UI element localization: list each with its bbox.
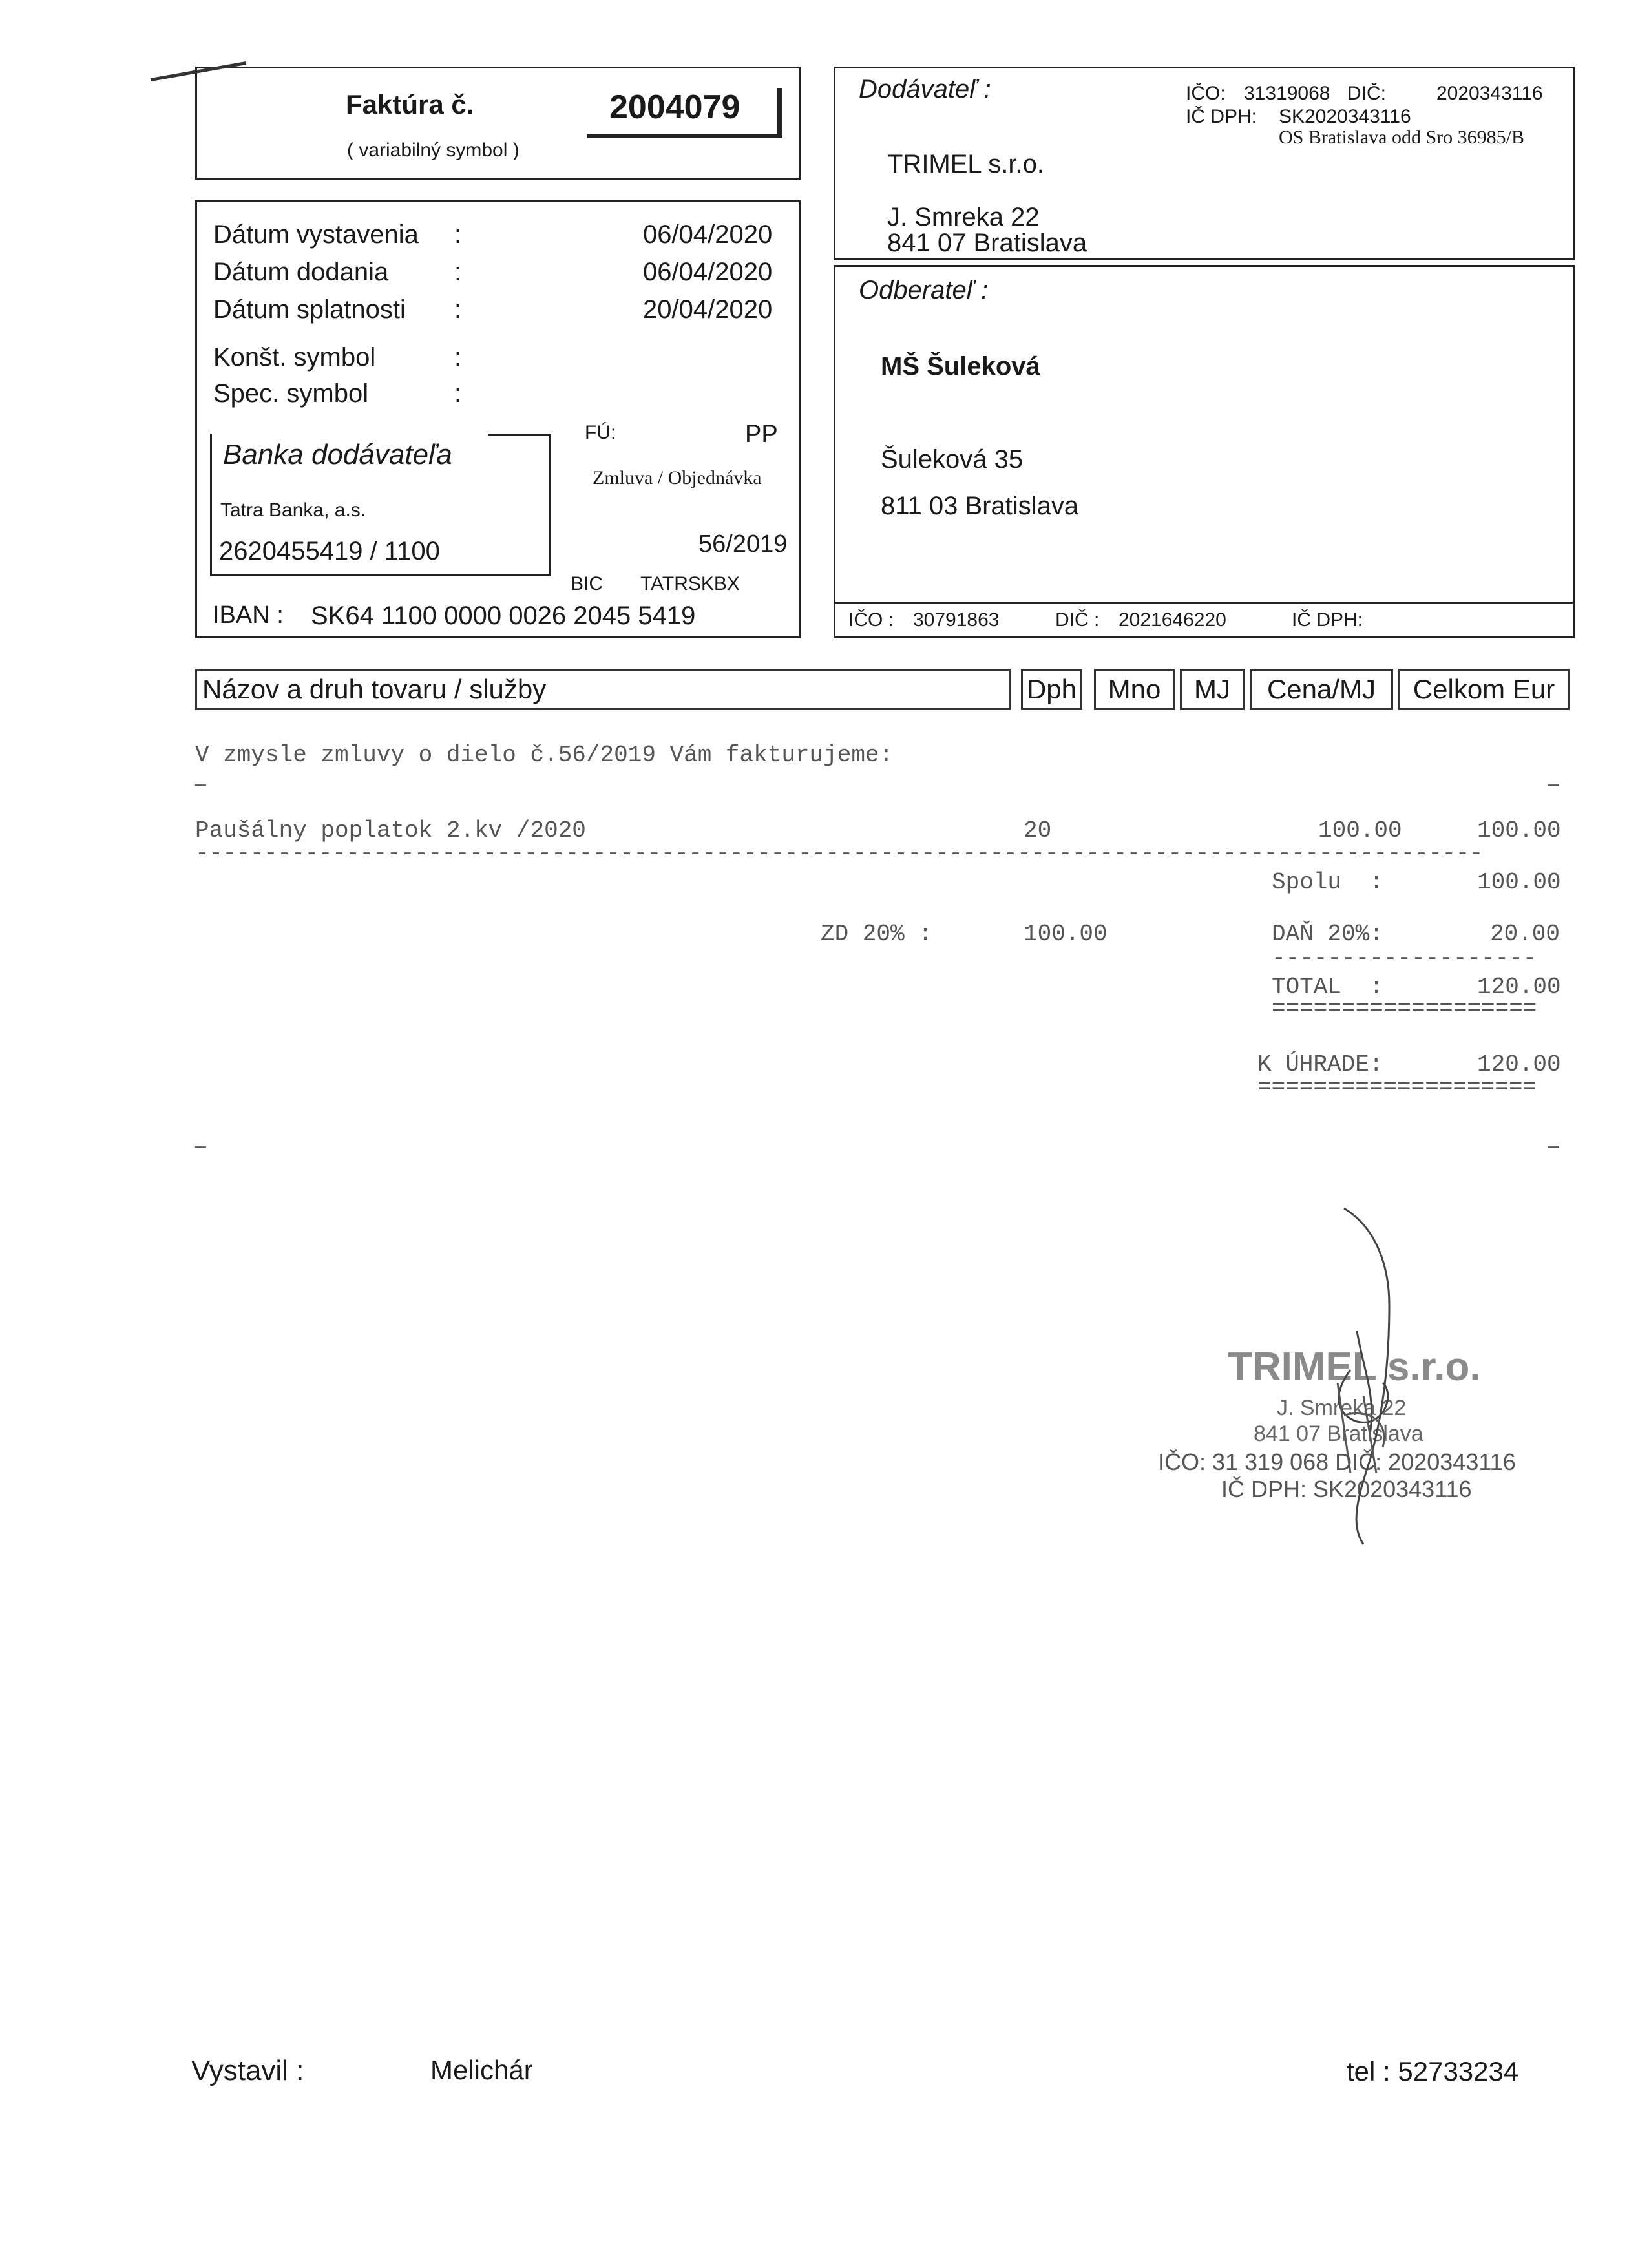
customer-dic-value: 2021646220 <box>1119 609 1226 631</box>
column-header-vat-text: Dph <box>1026 674 1077 704</box>
signature-icon <box>1292 1202 1460 1551</box>
item-separator: ---------------------------------------------------------------------------------------------- <box>195 840 1484 866</box>
bank-box-bottom-line <box>210 574 551 576</box>
customer-heading: Odberateľ : <box>859 276 989 304</box>
invoice-title: Faktúra č. <box>346 89 474 120</box>
invoice-number: 2004079 <box>609 89 740 126</box>
column-header-total <box>1398 669 1570 710</box>
column-header-name-text: Názov a druh tovaru / služby <box>202 674 547 704</box>
to-pay-value: 120.00 <box>1477 1051 1561 1078</box>
supplier-ico-label: IČO: <box>1186 83 1226 104</box>
customer-name: MŠ Šuleková <box>881 352 1040 381</box>
column-header-total-text: Celkom Eur <box>1413 674 1555 704</box>
bank-account: 2620455419 / 1100 <box>219 537 440 565</box>
supplier-icdph-label: IČ DPH: <box>1186 106 1257 127</box>
invoice-number-box <box>195 67 801 180</box>
dan-label: DAŇ 20%: <box>1272 921 1383 947</box>
customer-ico-label: IČO : <box>848 609 894 631</box>
customer-box <box>834 265 1575 638</box>
supplier-dic-label: DIČ: <box>1347 83 1386 104</box>
column-header-vat <box>1021 669 1082 710</box>
supplier-ico-value: 31319068 <box>1244 83 1330 104</box>
supplier-register: OS Bratislava odd Sro 36985/B <box>1279 127 1524 148</box>
supplier-street: J. Smreka 22 <box>887 203 1040 231</box>
delivery-colon: : <box>454 258 462 286</box>
intro-line: V zmysle zmluvy o dielo č.56/2019 Vám fakturujeme: <box>195 742 894 768</box>
konst-symbol-label: Konšt. symbol <box>213 343 376 372</box>
delivery-date-label: Dátum dodania <box>213 258 389 286</box>
phone: tel : 52733234 <box>1347 2056 1519 2086</box>
issue-date-label: Dátum vystavenia <box>213 220 419 249</box>
left-tick-2: — <box>195 1137 206 1157</box>
due-date-label: Dátum splatnosti <box>213 295 406 324</box>
to-pay-double-line: ==================== <box>1257 1074 1537 1100</box>
dates-box <box>195 200 801 638</box>
customer-city: 811 03 Bratislava <box>881 492 1079 520</box>
column-header-unit <box>1180 669 1245 710</box>
due-date-value: 20/04/2020 <box>643 295 773 324</box>
bank-box-right-line <box>549 434 551 576</box>
issue-colon: : <box>454 220 462 249</box>
bank-name: Tatra Banka, a.s. <box>220 499 366 521</box>
bic-label: BIC <box>571 573 604 594</box>
to-pay-label: K ÚHRADE: <box>1257 1051 1383 1078</box>
issued-by-label: Vystavil : <box>191 2055 304 2086</box>
supplier-box <box>834 67 1575 260</box>
contract-value: 56/2019 <box>698 530 788 558</box>
item-unit-price: 100.00 <box>1318 817 1402 844</box>
total-double-line: =================== <box>1272 995 1537 1022</box>
spec-symbol-label: Spec. symbol <box>213 379 369 408</box>
tax-separator: ------------------- <box>1272 945 1537 971</box>
customer-ico-value: 30791863 <box>913 609 1000 631</box>
bank-box-left-line <box>210 434 212 576</box>
supplier-city: 841 07 Bratislava <box>887 229 1087 257</box>
fu-value: PP <box>745 421 778 448</box>
column-header-unit-price <box>1250 669 1393 710</box>
column-header-qty <box>1094 669 1175 710</box>
variable-symbol-label: ( variabilný symbol ) <box>347 140 520 161</box>
supplier-icdph-value: SK2020343116 <box>1279 106 1411 127</box>
supplier-dic-value: 2020343116 <box>1436 83 1543 104</box>
spolu-value: 100.00 <box>1477 869 1561 896</box>
column-header-name <box>195 669 1011 710</box>
invoice-number-underline <box>587 134 781 138</box>
bank-box-top-line <box>488 434 549 436</box>
iban-value: SK64 1100 0000 0026 2045 5419 <box>311 602 696 630</box>
customer-id-divider <box>835 602 1573 604</box>
stamp-icdph: IČ DPH: SK2020343116 <box>1221 1476 1472 1502</box>
supplier-heading: Dodávateľ : <box>859 75 991 103</box>
due-colon: : <box>454 295 462 324</box>
iban-label: IBAN : <box>213 602 284 629</box>
delivery-date-value: 06/04/2020 <box>643 258 773 286</box>
contract-label: Zmluva / Objednávka <box>593 467 762 488</box>
left-tick-1: — <box>195 775 206 795</box>
right-tick-1: — <box>1548 775 1559 795</box>
stamp-company: TRIMEL s.r.o. <box>1228 1345 1481 1389</box>
invoice-number-bar <box>777 88 782 138</box>
item-vat: 20 <box>1024 817 1052 844</box>
issued-by-value: Melichár <box>430 2055 533 2085</box>
customer-icdph-label: IČ DPH: <box>1292 609 1363 631</box>
stamp-street: J. Smreka 22 <box>1277 1396 1407 1420</box>
zd-label: ZD 20% : <box>821 921 932 947</box>
column-header-unit-price-text: Cena/MJ <box>1266 674 1376 704</box>
item-total: 100.00 <box>1477 817 1561 844</box>
dan-value: 20.00 <box>1490 921 1560 947</box>
total-value: 120.00 <box>1477 974 1561 1000</box>
customer-dic-label: DIČ : <box>1055 609 1100 631</box>
column-header-qty-text: Mno <box>1108 674 1161 704</box>
right-tick-2: — <box>1548 1137 1559 1157</box>
spolu-label: Spolu : <box>1272 869 1383 896</box>
stamp-city: 841 07 Bratislava <box>1254 1422 1423 1446</box>
supplier-name: TRIMEL s.r.o. <box>887 150 1045 178</box>
customer-street: Šuleková 35 <box>881 445 1024 474</box>
stamp-ids: IČO: 31 319 068 DIČ: 2020343116 <box>1158 1449 1516 1475</box>
konst-colon: : <box>454 343 462 372</box>
fu-label: FÚ: <box>585 422 616 443</box>
total-label: TOTAL : <box>1272 974 1383 1000</box>
bic-value: TATRSKBX <box>640 573 740 594</box>
spec-colon: : <box>454 379 462 408</box>
zd-value: 100.00 <box>1024 921 1108 947</box>
item-name: Paušálny poplatok 2.kv /2020 <box>195 817 586 844</box>
bank-title: Banka dodávateľa <box>223 439 452 470</box>
issue-date-value: 06/04/2020 <box>643 220 773 249</box>
column-header-unit-text: MJ <box>1194 674 1230 704</box>
